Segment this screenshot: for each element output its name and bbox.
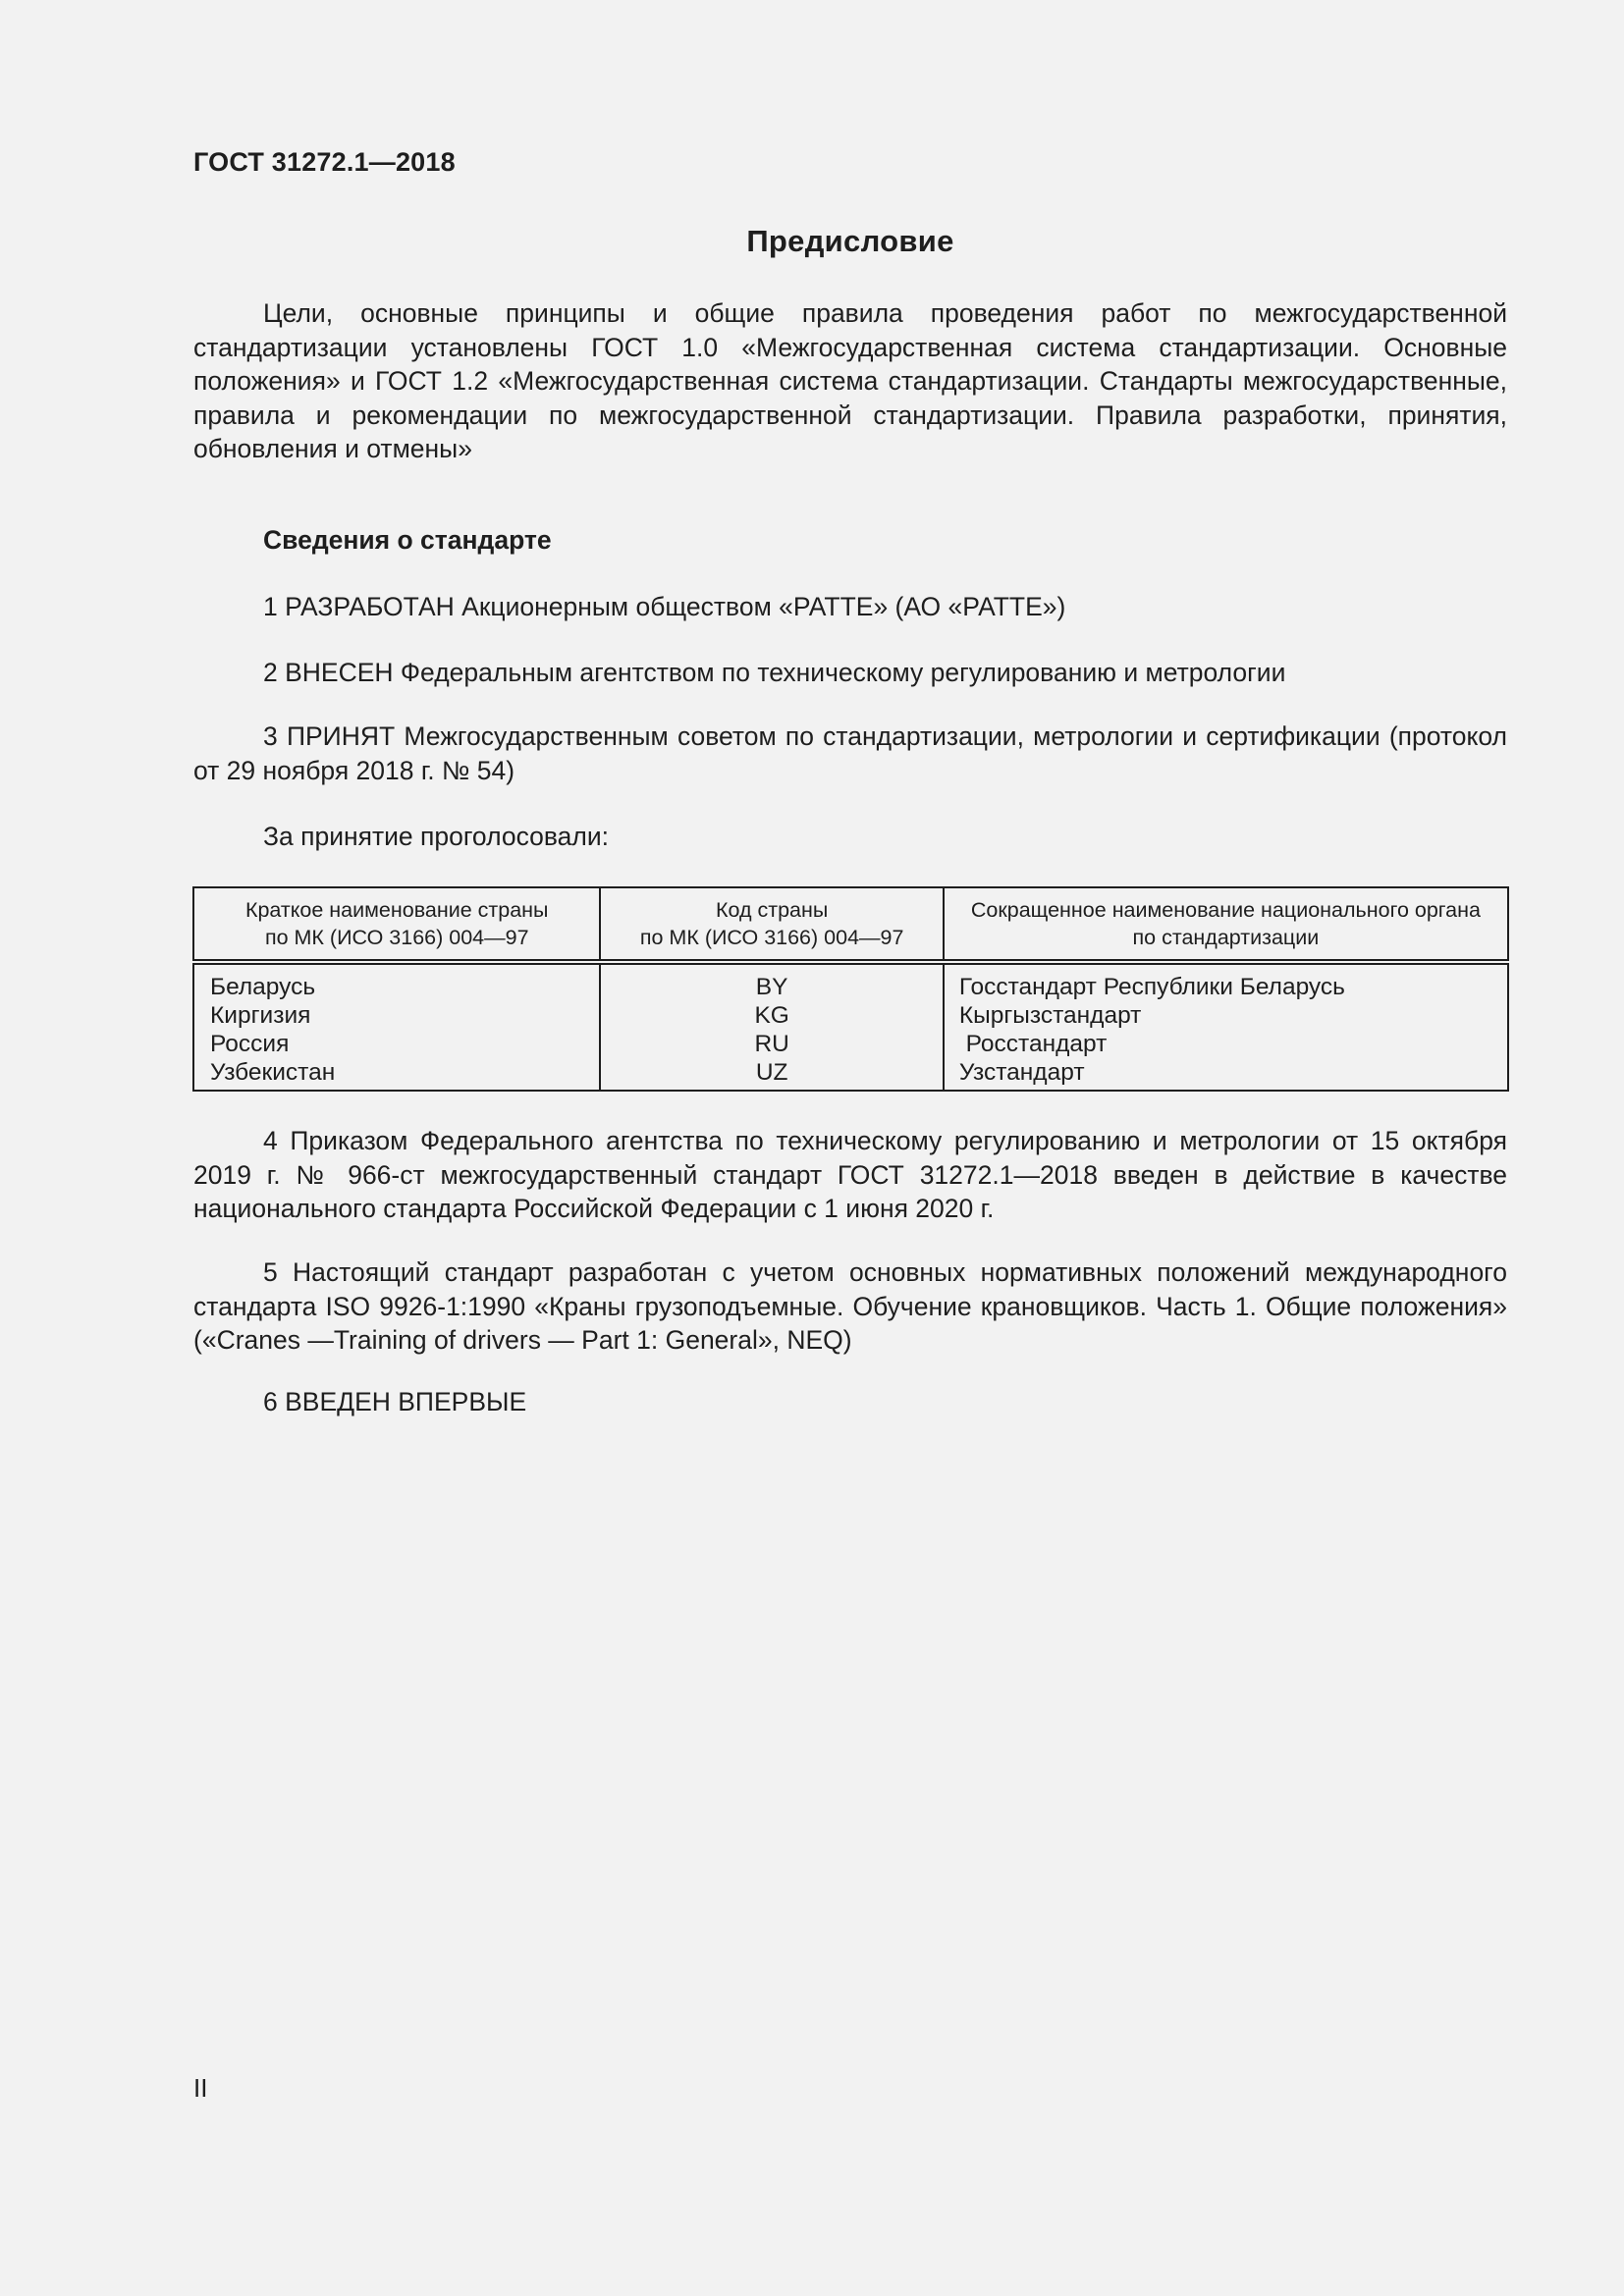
- header-text: Код страны: [715, 898, 829, 922]
- header-text: по стандартизации: [1132, 926, 1320, 949]
- item-2: 2 ВНЕСЕН Федеральным агентством по техническому регулированию и метрологии: [263, 658, 1286, 687]
- header-text: Краткое наименование страны: [244, 898, 549, 922]
- table-header-country: [193, 887, 600, 962]
- standards-body: Госстандарт Республики Беларусь: [958, 974, 1345, 1000]
- voting-table: [192, 886, 1509, 1092]
- header-text: по МК (ИСО 3166) 004—97: [264, 926, 529, 949]
- table-header-body: [944, 887, 1508, 962]
- country-name: Беларусь: [210, 974, 316, 1000]
- header-text: по МК (ИСО 3166) 004—97: [639, 926, 904, 949]
- standards-body: Кыргызстандарт: [958, 1002, 1142, 1029]
- country-name: Россия: [210, 1031, 290, 1057]
- voted-label: За принятие проголосовали:: [263, 822, 610, 851]
- country-code: BY: [755, 974, 788, 1000]
- item-4: 4 Приказом Федерального агентства по техническому регулированию и метрологии от 15 октября 2019 г. № 966-ст межгосударственный стандарт ГОСТ 31272.1—2018 введен в действие в качестве национального стандарта Российской Федерации с 1 июня 2020 г.: [193, 1126, 1507, 1223]
- country-code: UZ: [755, 1059, 788, 1086]
- table-row: [193, 962, 1508, 1091]
- document-header: ГОСТ 31272.1—2018: [193, 147, 456, 177]
- country-name: Киргизия: [210, 1002, 311, 1029]
- section-heading: Сведения о стандарте: [263, 525, 552, 555]
- country-name: Узбекистан: [210, 1059, 336, 1086]
- code-cell: [600, 962, 943, 1091]
- item-1: 1 РАЗРАБОТАН Акционерным обществом «РАТТЕ» (АО «РАТТЕ»): [263, 592, 1066, 621]
- body-cell: [944, 962, 1508, 1091]
- page-title: Предисловие: [746, 224, 954, 258]
- country-cell: [193, 962, 600, 1091]
- standards-body: Узстандарт: [958, 1059, 1085, 1086]
- standards-body: Росстандарт: [958, 1031, 1108, 1057]
- item-6: 6 ВВЕДЕН ВПЕРВЫЕ: [263, 1387, 527, 1416]
- header-text: Сокращенное наименование национального органа: [970, 898, 1481, 922]
- country-code: RU: [754, 1031, 789, 1057]
- intro-paragraph: Цели, основные принципы и общие правила проведения работ по межгосударственной стандартизации установлены ГОСТ 1.0 «Межгосударственная система стандартизации. Основные положения» и ГОСТ 1.2 «Межгосударственная система стандартизации. Стандарты межгосударственные, правила и рекомендации по межгосударственной стандартизации. Правила разработки, принятия, обновления и отмены»: [193, 298, 1507, 463]
- page-number: II: [193, 2073, 208, 2103]
- item-3: 3 ПРИНЯТ Межгосударственным советом по стандартизации, метрологии и сертификации (протокол от 29 ноября 2018 г. № 54): [193, 721, 1507, 785]
- country-code: KG: [754, 1002, 789, 1029]
- item-5: 5 Настоящий стандарт разработан с учетом основных нормативных положений международного стандарта ISO 9926-1:1990 «Краны грузоподъемные. Обучение крановщиков. Часть 1. Общие положения» («Cranes —Training of drivers — Part 1: General», NEQ): [193, 1257, 1507, 1355]
- table-header-code: [600, 887, 943, 962]
- table-header-row: [193, 887, 1508, 962]
